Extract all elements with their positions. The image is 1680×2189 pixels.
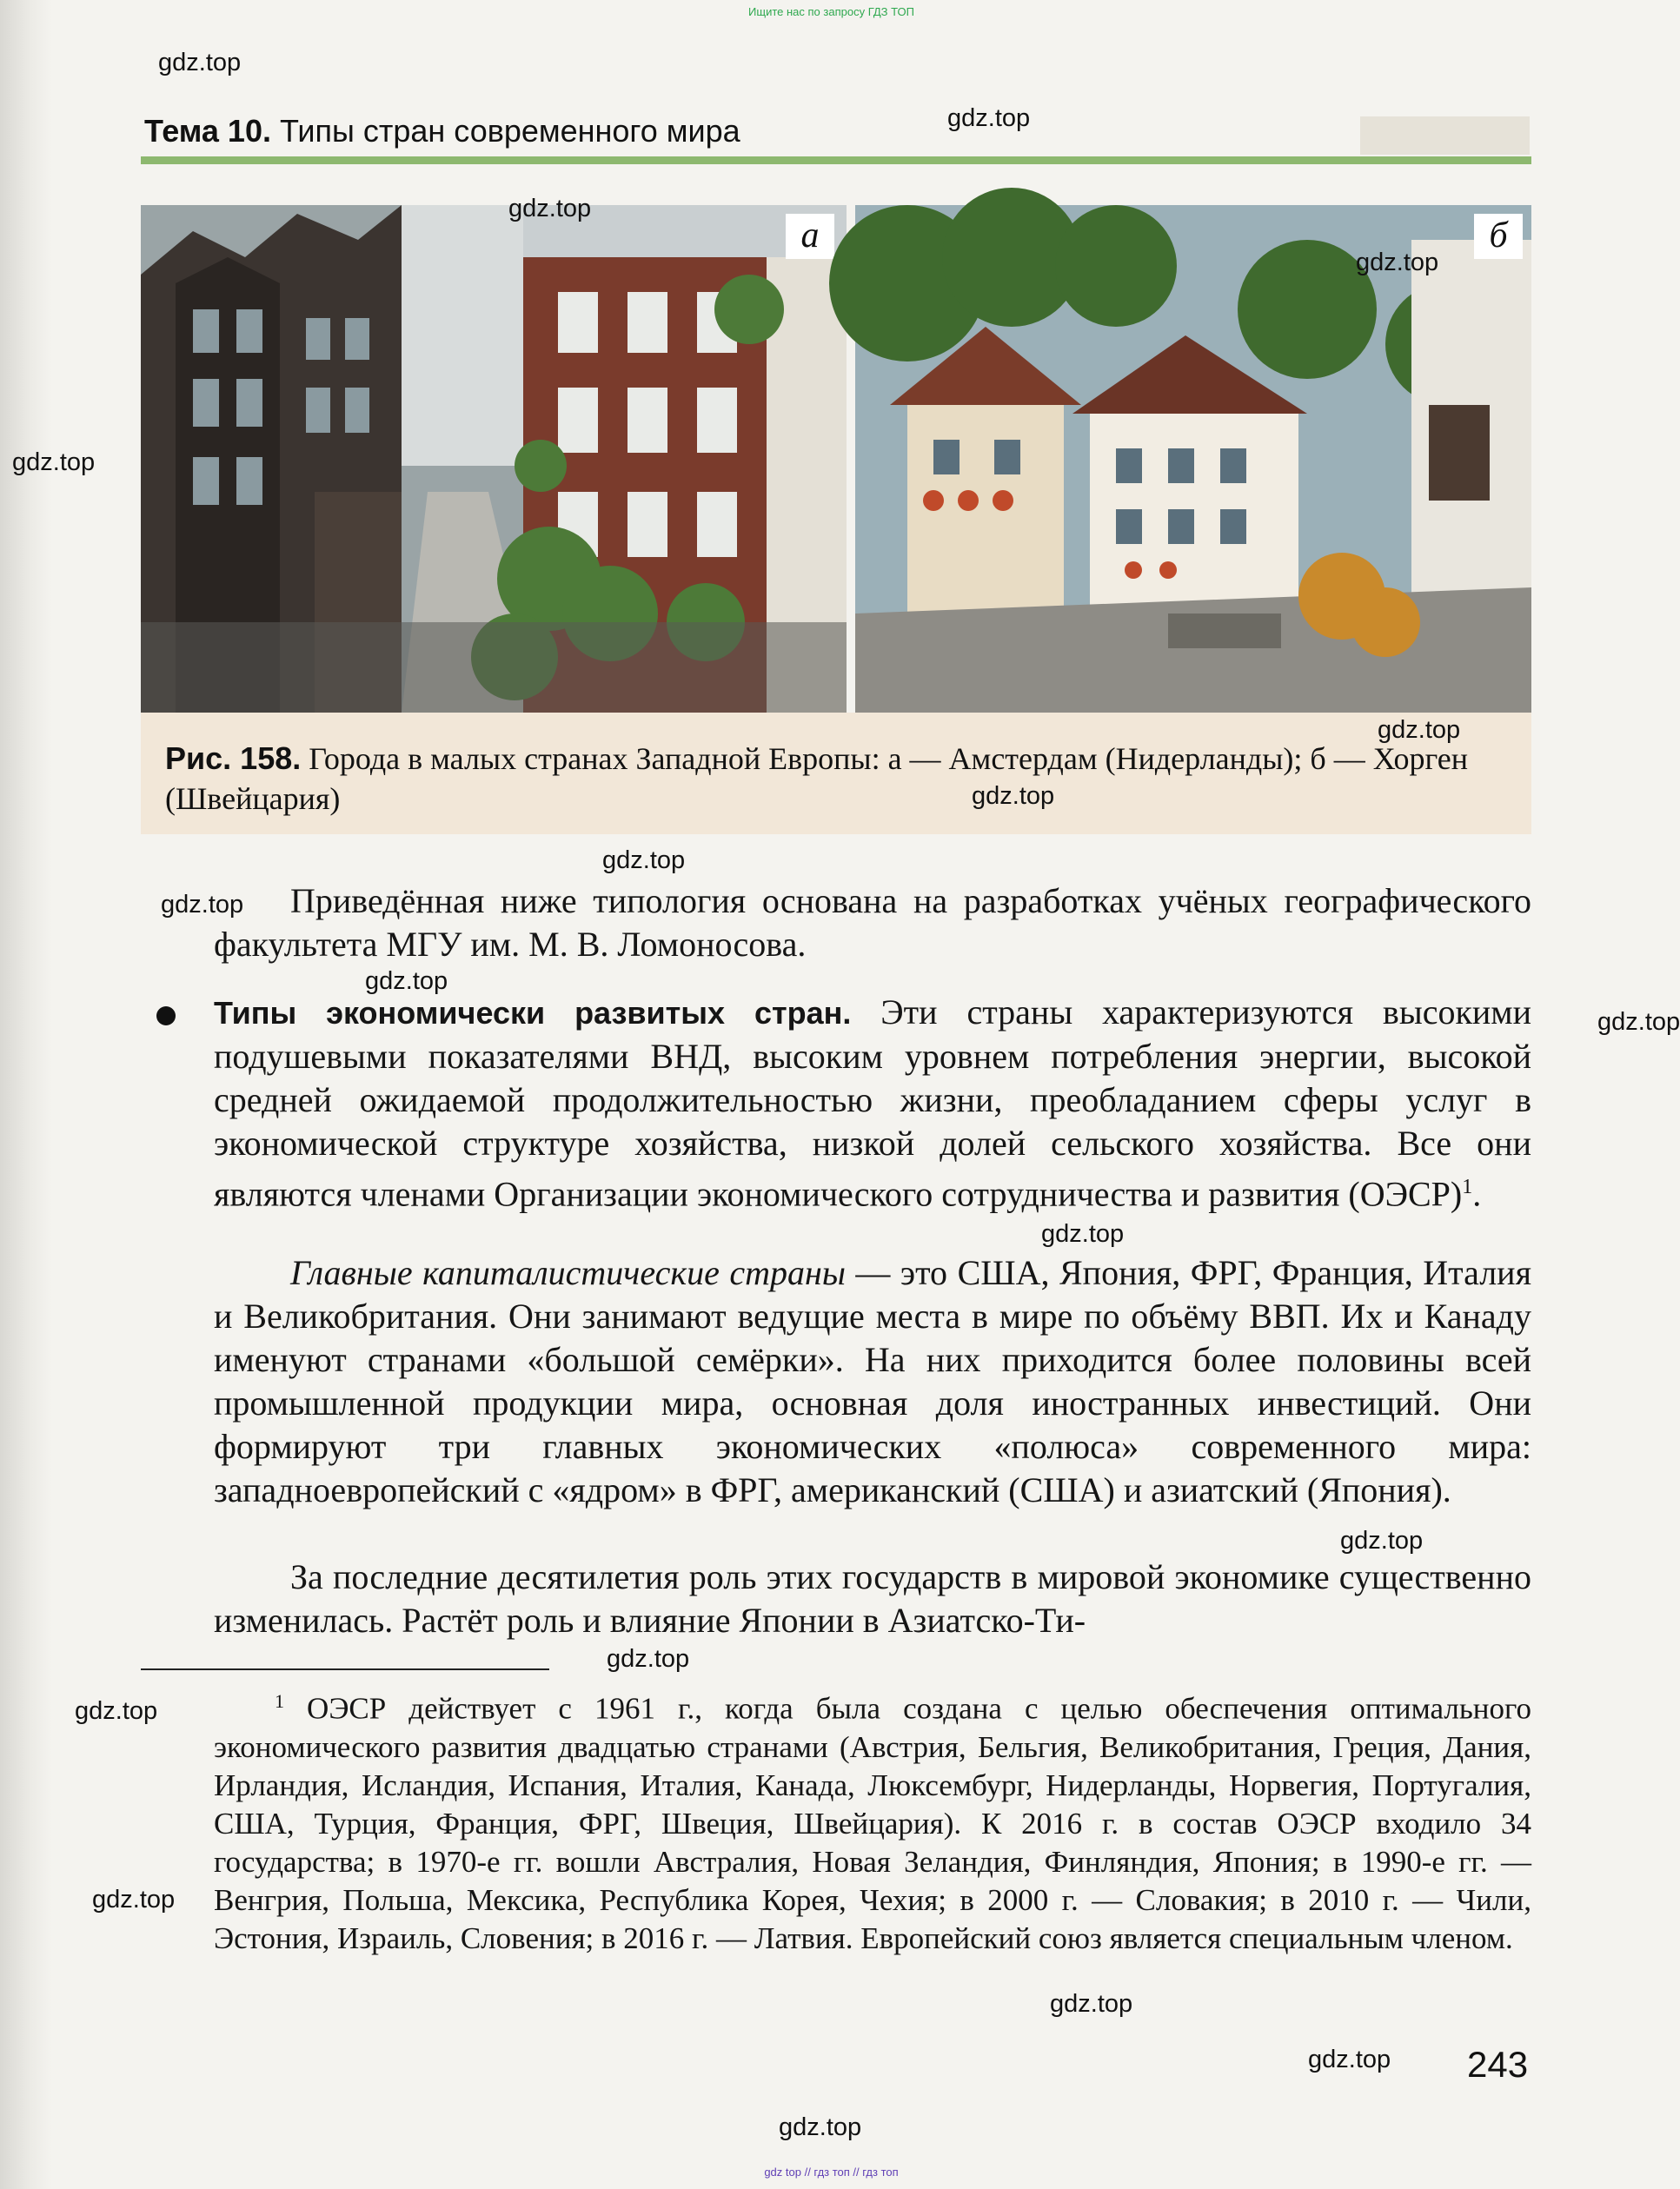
developed-lead: Типы экономически развитых стран. bbox=[214, 995, 852, 1031]
topic-number: Тема 10. bbox=[144, 113, 271, 149]
watermark: gdz.top bbox=[947, 104, 1031, 132]
paragraph-recent-decades: За последние десятилетия роль этих государств в мировой экономике существенно изменилась. Растёт роль и влияние Японии в Азиатско-Ти- bbox=[214, 1557, 1531, 1640]
header-green-rule bbox=[141, 156, 1531, 164]
photo-amsterdam bbox=[141, 205, 847, 713]
watermark: gdz.top bbox=[161, 891, 244, 919]
paragraph-developed bbox=[214, 991, 1531, 1216]
main-countries-text: — это США, Япония, ФРГ, Франция, Италия и Великобритания. Они занимают ведущие места в мире по объёму ВВП. Их и Канаду именуют странами «большой семёрки». На них приходится более половины всей промышленной продукции мира, основная доля иностранных инвестиций. Они формируют три главных экономических «полюса» современного мира: западноевропейский с «ядром» в ФРГ, американский (США) и азиатский (Япония). bbox=[214, 1253, 1531, 1509]
main-countries-lead: Главные капиталистические страны bbox=[290, 1253, 846, 1292]
watermark: gdz.top bbox=[365, 967, 448, 995]
photo-label-b: б bbox=[1474, 214, 1523, 259]
photo-label-a: а bbox=[786, 214, 834, 259]
developed-end: . bbox=[1472, 1174, 1482, 1214]
figure-caption bbox=[141, 713, 1531, 834]
amsterdam-street-image bbox=[141, 205, 847, 713]
developed-text: Эти страны характеризуются высокими подушевыми показателями ВНД, высоким уровнем потребления энергии, высокой средней ожидаемой продолжительностью жизни, преобладанием сферы услуг в экономической структуре хозяйства, низкой долей сельского хозяйства. Все они являются членами Организации экономического сотрудничества и развития (ОЭСР) bbox=[214, 992, 1532, 1214]
watermark: gdz.top bbox=[1041, 1220, 1125, 1248]
paragraph-intro: Приведённая ниже типология основана на разработках учёных географического факультета МГУ им. М. В. Ломоносова. bbox=[214, 881, 1531, 964]
watermark: gdz.top bbox=[1050, 1990, 1133, 2018]
watermark: gdz.top bbox=[779, 2113, 862, 2141]
page-binding-shadow bbox=[0, 0, 52, 2189]
figure-158-photos bbox=[141, 205, 1531, 713]
watermark: gdz.top bbox=[602, 846, 686, 874]
paragraph-main-countries bbox=[214, 1251, 1531, 1512]
footnote-reference[interactable]: 1 bbox=[1462, 1176, 1473, 1198]
page-number: 243 bbox=[1467, 2044, 1529, 2085]
watermark: gdz.top bbox=[12, 448, 96, 476]
photo-horgen bbox=[855, 205, 1531, 713]
watermark: gdz.top bbox=[508, 195, 592, 222]
watermark: gdz.top bbox=[1597, 1008, 1680, 1036]
caption-body: Города в малых странах Западной Европы: а — Амстердам (Нидерланды); б — Хорген (Швейцария) bbox=[165, 741, 1468, 816]
caption-number: Рис. 158. bbox=[165, 740, 302, 776]
watermark: gdz.top bbox=[1378, 716, 1461, 744]
watermark: gdz.top bbox=[1308, 2046, 1391, 2073]
top-promo-note[interactable]: Ищите нас по запросу ГДЗ ТОП bbox=[748, 5, 914, 18]
watermark: gdz.top bbox=[607, 1645, 690, 1673]
page-header bbox=[141, 111, 1531, 163]
horgen-square-image bbox=[855, 205, 1531, 713]
footnote-mark: 1 bbox=[275, 1690, 284, 1712]
watermark: gdz.top bbox=[1340, 1527, 1424, 1555]
bottom-promo-note[interactable]: gdz top // гдз топ // гдз топ bbox=[764, 2166, 899, 2179]
watermark: gdz.top bbox=[1356, 249, 1439, 276]
footnote-divider bbox=[141, 1668, 549, 1670]
footnote-text: ОЭСР действует с 1961 г., когда была создана с целью обеспечения оптимального экономического развития двадцатью странами (Австрия, Бельгия, Великобритания, Греция, Дания, Ирландия, Исландия, Испания, Италия, Канада, Люксембург, Нидерланды, Норвегия, Португалия, США, Турция, Франция, ФРГ, Швеция, Швейцария). К 2016 г. в состав ОЭСР входило 34 государства; в 1970-е гг. вошли Австралия, Новая Зеландия, Финляндия, Япония; в 1990-е гг. — Венгрия, Польша, Мексика, Республика Корея, Чехия; в 2000 г. — Словакия; в 2010 г. — Чили, Эстония, Израиль, Словения; в 2016 г. — Латвия. Европейский союз является специальным членом. bbox=[214, 1691, 1531, 1955]
bullet-dot bbox=[156, 1006, 176, 1025]
topic-title bbox=[144, 113, 740, 149]
watermark: gdz.top bbox=[92, 1886, 176, 1914]
footnote bbox=[214, 1682, 1531, 1958]
watermark: gdz.top bbox=[75, 1697, 158, 1725]
caption-text bbox=[165, 739, 1521, 819]
watermark: gdz.top bbox=[972, 782, 1055, 810]
topic-name: Типы стран современного мира bbox=[279, 113, 740, 149]
watermark: gdz.top bbox=[158, 49, 242, 76]
